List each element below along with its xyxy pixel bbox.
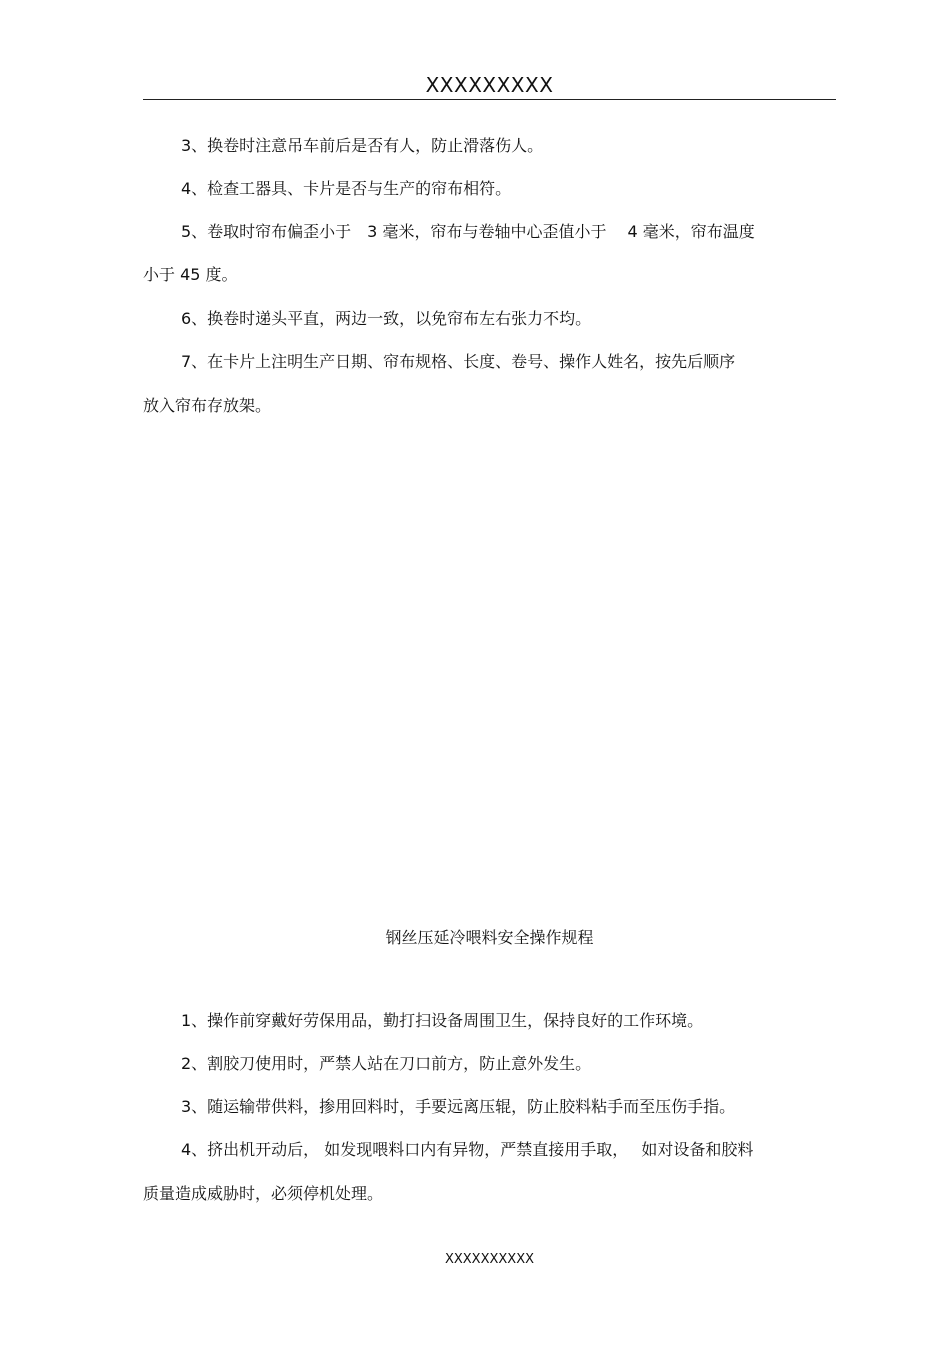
section-title: 钢丝压延冷喂料安全操作规程 [385, 928, 594, 947]
paragraph-line: 4、挤出机开动后， 如发现喂料口内有异物，严禁直接用手取， 如对设备和胶料 [181, 1140, 754, 1159]
paragraph-line: 小于 45 度。 [143, 265, 238, 284]
paragraph-line: 5、卷取时帘布偏歪小于 3 毫米，帘布与卷轴中心歪值小于 4 毫米，帘布温度 [181, 222, 755, 241]
paragraph-line: 3、随运输带供料，掺用回料时，手要远离压辊，防止胶料粘手而至压伤手指。 [181, 1097, 736, 1116]
paragraph-line: 1、操作前穿戴好劳保用品，勤打扫设备周围卫生，保持良好的工作环境。 [181, 1011, 704, 1030]
paragraph-line: 6、换卷时递头平直，两边一致，以免帘布左右张力不均。 [181, 309, 592, 328]
paragraph-line: 质量造成威胁时，必须停机处理。 [143, 1184, 384, 1203]
paragraph-line: 7、在卡片上注明生产日期、帘布规格、长度、卷号、操作人姓名，按先后顺序 [181, 352, 736, 371]
page-header: XXXXXXXXX [143, 72, 836, 100]
paragraph-line: 放入帘布存放架。 [143, 396, 272, 415]
paragraph-line: 2、割胶刀使用时，严禁人站在刀口前方，防止意外发生。 [181, 1054, 592, 1073]
page-footer: XXXXXXXXXX [444, 1252, 535, 1267]
paragraph-line: 4、检查工器具、卡片是否与生产的帘布相符。 [181, 179, 512, 198]
paragraph-line: 3、换卷时注意吊车前后是否有人，防止滑落伤人。 [181, 136, 544, 155]
